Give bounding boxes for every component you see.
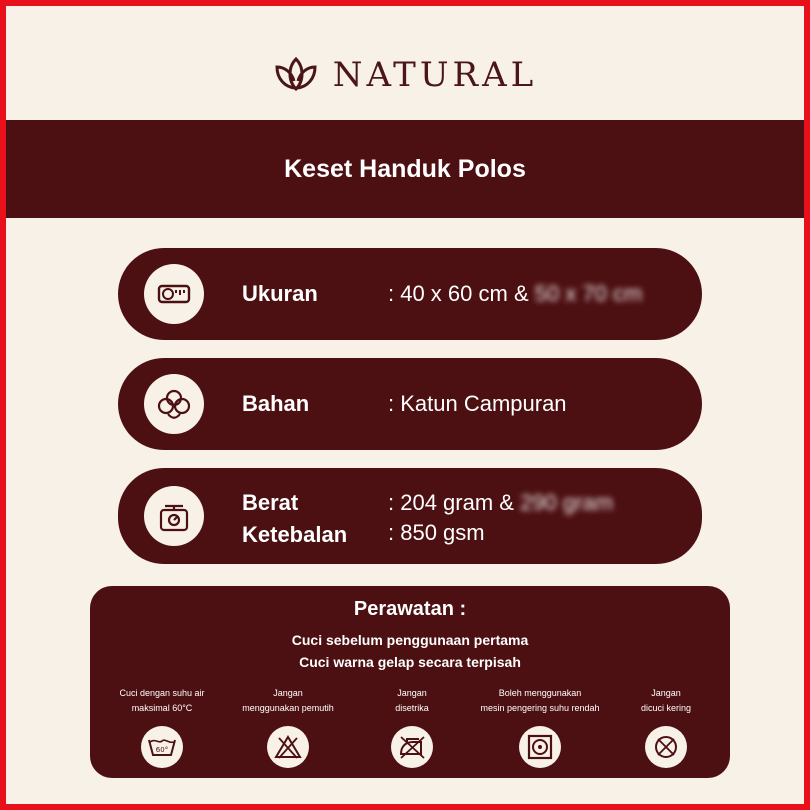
care-line-1: Cuci sebelum penggunaan pertama <box>291 632 529 648</box>
brand-name: NATURAL <box>332 55 538 95</box>
spec-weight <box>118 468 702 564</box>
care-instructions <box>90 586 730 778</box>
material-value: : Katun Campuran <box>388 391 567 416</box>
care-caption: dicuci kering <box>640 703 692 713</box>
care-item-no-iron <box>352 686 472 768</box>
care-line-2: Cuci warna gelap secara terpisah <box>299 654 521 670</box>
tumble-dry-low-icon <box>519 726 561 768</box>
care-caption: mesin pengering suhu rendah <box>480 703 600 713</box>
brand-header <box>6 50 804 100</box>
care-title: Perawatan : <box>353 598 467 620</box>
size-label: Ukuran <box>242 281 318 306</box>
title-banner <box>6 120 804 218</box>
size-value: : 40 x 60 cm & 50 x 70 cm <box>388 281 643 306</box>
spec-size <box>118 248 702 340</box>
spec-material <box>118 358 702 450</box>
cotton-flower-icon <box>144 374 204 434</box>
weight-value-blurred: 290 gram <box>520 490 614 515</box>
care-caption: disetrika <box>395 703 429 713</box>
wash-60-icon <box>141 726 183 768</box>
weight-value: : 204 gram & 290 gram <box>388 490 614 515</box>
product-title: Keset Handuk Polos <box>284 154 526 183</box>
care-item-tumble-dry <box>480 686 600 768</box>
care-caption: Boleh menggunakan <box>498 688 582 698</box>
care-item-wash <box>102 686 222 768</box>
care-caption: maksimal 60°C <box>131 703 193 713</box>
care-item-no-dry-clean <box>606 686 726 768</box>
size-value-blurred: 50 x 70 cm <box>534 281 643 306</box>
no-bleach-icon <box>267 726 309 768</box>
care-caption: Jangan <box>651 688 681 698</box>
no-dry-clean-icon <box>645 726 687 768</box>
svg-text:60°: 60° <box>155 746 169 754</box>
care-caption: menggunakan pemutih <box>242 703 334 713</box>
no-iron-icon <box>391 726 433 768</box>
care-caption: Cuci dengan suhu air <box>119 688 205 698</box>
care-item-no-bleach <box>228 686 348 768</box>
care-caption: Jangan <box>273 688 303 698</box>
material-label: Bahan <box>242 391 310 416</box>
measuring-tape-icon <box>144 264 204 324</box>
thickness-label: Ketebalan <box>242 522 348 547</box>
scale-icon <box>144 486 204 546</box>
product-info-card <box>6 6 804 804</box>
thickness-value: : 850 gsm <box>388 520 485 545</box>
lotus-icon <box>273 55 319 95</box>
care-caption: Jangan <box>397 688 427 698</box>
weight-label: Berat <box>242 490 299 515</box>
